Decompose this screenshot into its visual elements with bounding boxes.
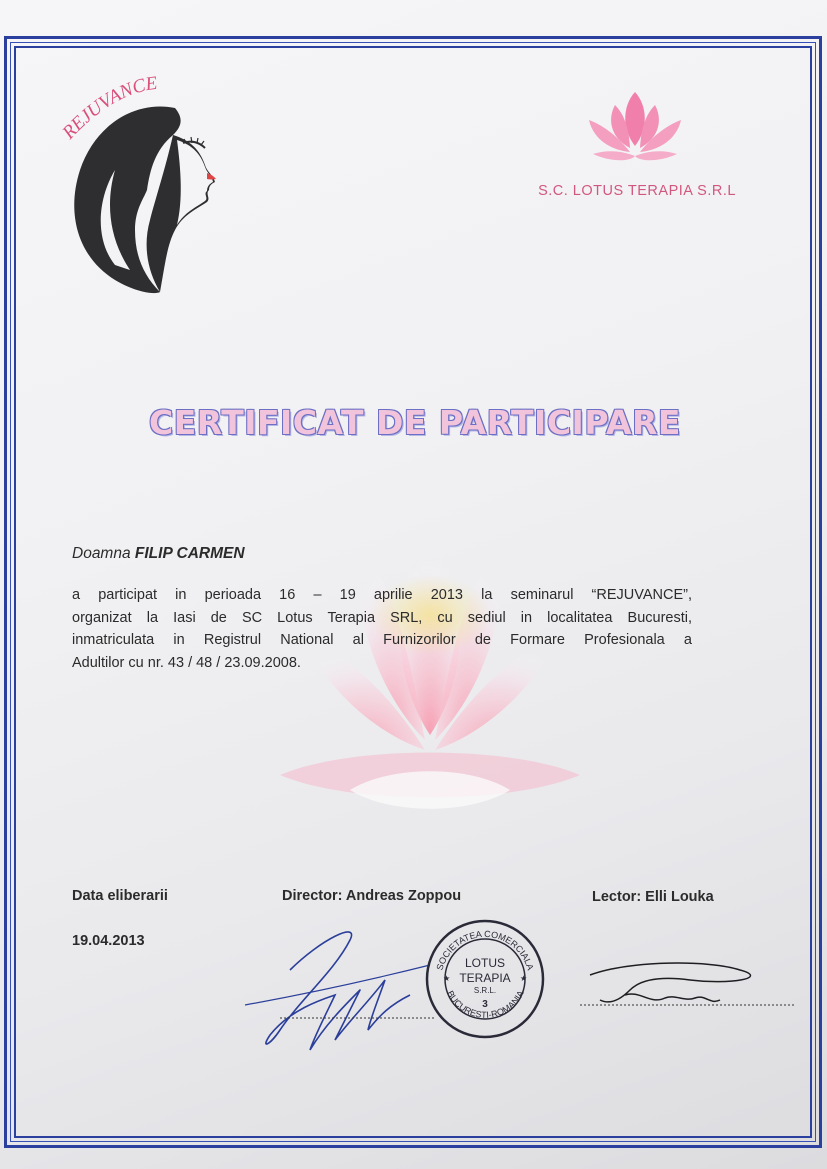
body-line: Adultilor cu nr. 43 / 48 / 23.09.2008. (72, 654, 301, 671)
director-signature (240, 910, 440, 1060)
recipient-line (72, 545, 245, 563)
body-line: organizat la Iasi de SC Lotus Terapia SRL, cu sediul in localitatea Bucuresti, (72, 609, 692, 626)
certificate-title: CERTIFICAT DE PARTICIPARE (149, 403, 681, 442)
issue-date-value: 19.04.2013 (72, 933, 145, 949)
lector-signature (570, 950, 800, 1030)
company-stamp (423, 917, 548, 1042)
stamp-ring-bottom: BUCURESTI-ROMANIA (445, 989, 526, 1020)
director-label: Director: Andreas Zoppou (282, 888, 462, 904)
stamp-ring-top: SOCIETATEA COMERCIALA (434, 928, 536, 972)
issue-date-label: Data eliberarii (72, 888, 168, 904)
svg-text:★: ★ (443, 974, 451, 983)
svg-text:★: ★ (520, 974, 528, 983)
rejuvance-logo (55, 70, 235, 300)
lotus-logo (575, 80, 695, 180)
logo-brand-text: REJUVANCE (58, 72, 159, 144)
stamp-line-2: TERAPIA (459, 971, 511, 985)
body-line: a participat in perioada 16 – 19 aprilie 2013 la seminarul “REJUVANCE”, (72, 587, 692, 603)
company-name: S.C. LOTUS TERAPIA S.R.L (538, 183, 736, 199)
stamp-line-1: LOTUS (464, 956, 506, 970)
stamp-number: 3 (482, 999, 488, 1010)
recipient-name: FILIP CARMEN (134, 545, 245, 562)
body-line: inmatriculata in Registrul National al Furnizorilor de Formare Profesionala a (72, 632, 692, 648)
salutation: Doamna (72, 545, 131, 562)
stamp-line-3: S.R.L. (473, 986, 497, 995)
certificate-body (72, 584, 692, 674)
lector-label: Lector: Elli Louka (592, 889, 714, 905)
